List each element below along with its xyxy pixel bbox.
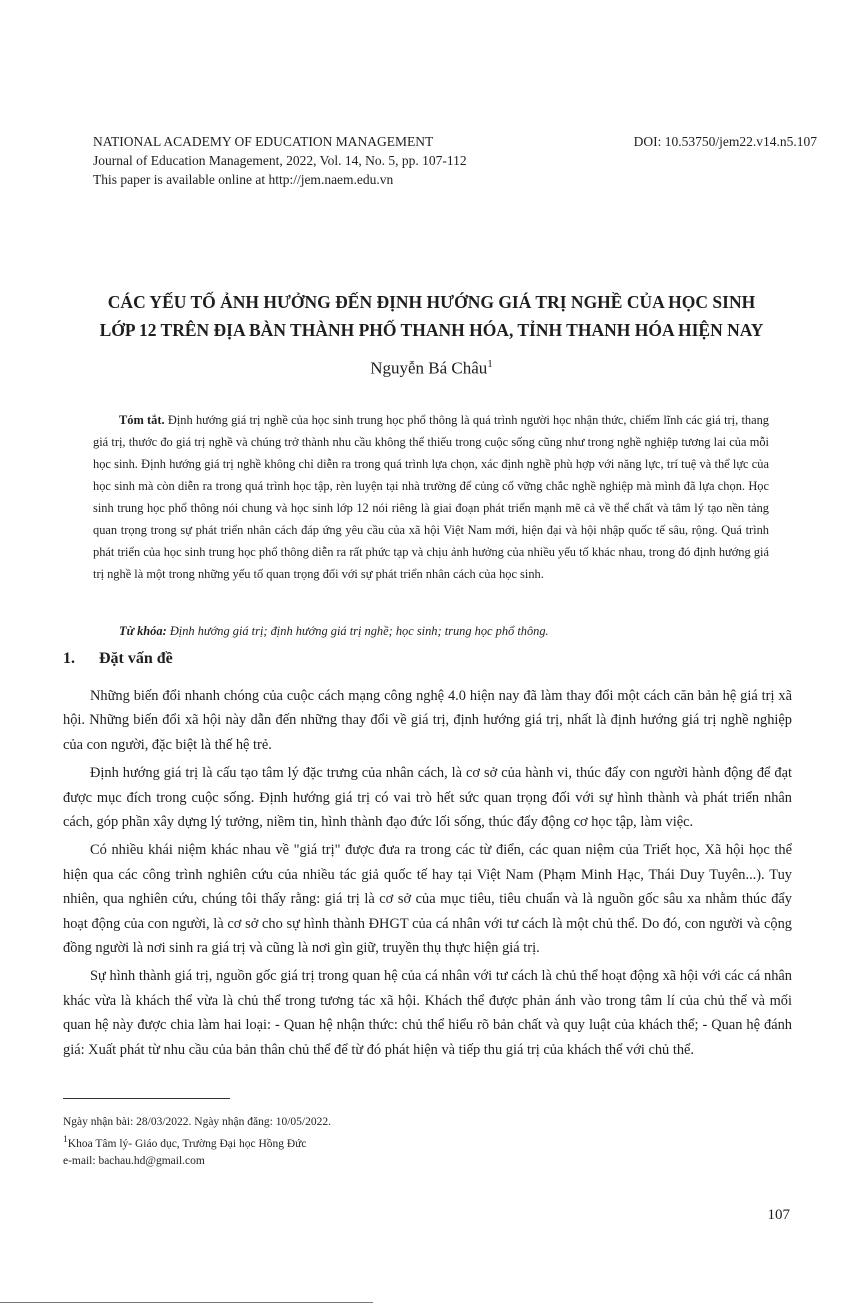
section-number: 1. — [63, 650, 75, 667]
affiliation-marker: 1 — [63, 1134, 68, 1145]
author-email: e-mail: bachau.hd@gmail.com — [63, 1154, 205, 1167]
title-line-2: LỚP 12 TRÊN ĐỊA BÀN THÀNH PHỐ THANH HÓA, TỈNH THANH HÓA HIỆN NAY — [99, 320, 764, 340]
author — [0, 358, 863, 379]
keywords — [93, 621, 769, 641]
received-dates: Ngày nhận bài: 28/03/2022. Ngày nhận đăng: 10/05/2022. — [63, 1116, 331, 1128]
author-name: Nguyễn Bá Châu — [370, 358, 488, 378]
abstract-label: Tóm tắt. — [119, 413, 165, 427]
paragraph: Định hướng giá trị là cấu tạo tâm lý đặc trưng của nhân cách, là cơ sở của hành vi, thúc đẩy con người hành động để đạt được mục đích trong cuộc sống. Định hướng giá trị có vai trò hết sức quan trọng đối với sự hình thành và phát triển nhân cách, góp phần xây dựng lý tưởng, niềm tin, hình thành đạo đức lối sống, thúc đẩy động cơ học tập, làm việc. — [63, 765, 792, 831]
title-line-1: CÁC YẾU TỐ ẢNH HƯỞNG ĐẾN ĐỊNH HƯỚNG GIÁ TRỊ NGHỀ CỦA HỌC SINH — [107, 292, 756, 312]
abstract — [93, 409, 769, 585]
journal-citation: Journal of Education Management, 2022, Vol. 14, No. 5, pp. 107-112 — [93, 153, 467, 168]
body-text — [63, 684, 792, 1066]
keywords-text: Định hướng giá trị; định hướng giá trị nghề; học sinh; trung học phổ thông. — [169, 624, 549, 638]
footnotes — [63, 1114, 331, 1170]
doi: DOI: 10.53750/jem22.v14.n5.107 — [633, 134, 817, 149]
scan-edge-line — [0, 1302, 373, 1303]
page-number: 107 — [767, 1207, 790, 1223]
section-title: Đặt vấn đề — [99, 650, 173, 667]
affiliation-text: Khoa Tâm lý- Giáo dục, Trường Đại học Hồng Đức — [67, 1137, 307, 1150]
paragraph: Những biến đổi nhanh chóng của cuộc cách mạng công nghệ 4.0 hiện nay đã làm thay đổi một cách căn bản hệ giá trị xã hội. Những biến đổi xã hội này dẫn đến những thay đổi về giá trị, định hướng giá trị, nhất là định hướng giá trị nghề nghiệp của con người, đặc biệt là thế hệ trẻ. — [63, 688, 792, 753]
keywords-label: Từ khóa: — [119, 624, 167, 638]
institution-name: NATIONAL ACADEMY OF EDUCATION MANAGEMENT — [93, 134, 434, 149]
journal-header — [93, 132, 467, 189]
paragraph: Có nhiều khái niệm khác nhau về "giá trị" được đưa ra trong các từ điển, các quan niệm của Triết học, Xã hội học thể hiện qua các công trình nghiên cứu của nhiều tác giả quốc tế hay tại Việt Nam (Phạm Minh Hạc, Thái Duy Tuyên...). Tuy nhiên, qua nghiên cứu, chúng tôi thấy rằng: giá trị là cơ sở của mục tiêu, tiêu chuẩn và là nguồn gốc sâu xa nhằm thúc đẩy hoạt động của con người, là cơ sở cho sự hình thành ĐHGT của cá nhân với tư cách là một chủ thể. Do đó, con người và cộng đồng người là nơi sinh ra giá trị và cũng là nơi gìn giữ, truyền thụ thực hiện giá trị. — [63, 842, 792, 957]
affiliation — [63, 1131, 331, 1153]
online-availability: This paper is available online at http://jem.naem.edu.vn — [93, 172, 394, 187]
paragraph: Sự hình thành giá trị, nguồn gốc giá trị trong quan hệ của cá nhân với tư cách là chủ thể hoạt động xã hội với các cá nhân khác vừa là khách thể vừa là chủ thể trong tương tác xã hội. Khách thể được phản ánh vào trong tâm lí của chủ thể và mối quan hệ này được chia làm hai loại: - Quan hệ nhận thức: chủ thể hiểu rõ bản chất và quy luật của khách thể; - Quan hệ đánh giá: Xuất phát từ nhu cầu của bản thân chủ thể để từ đó phát hiện và tiếp thu giá trị của khách thể với chủ thể. — [63, 968, 792, 1058]
section-heading — [63, 650, 173, 668]
paper-title — [40, 288, 823, 344]
footnote-separator — [63, 1098, 230, 1099]
author-affiliation-marker: 1 — [487, 358, 493, 370]
abstract-text: Định hướng giá trị nghề của học sinh trung học phổ thông là quá trình người học nhận thức, chiếm lĩnh các giá trị, thang giá trị, thước đo giá trị nghề và chúng trở thành nhu cầu không thể thiếu trong cuộc sống cũng như trong nghề nghiệp tương lai của mỗi học sinh. Định hướng giá trị nghề không chỉ diễn ra trong quá trình lựa chọn, xác định nghề phù hợp với năng lực, trí tuệ và thể lực của học sinh mà còn diễn ra trong quá trình học tập, rèn luyện tại nhà trường để củng cố vững chắc nghề nghiệp mà mình đã lựa chọn. Học sinh trung học phổ thông nói chung và học sinh lớp 12 nói riêng là giai đoạn phát triển mạnh mẽ cả về thể chất và tâm lý tạo nền tảng quan trọng trong sự phát triển nhân cách đáp ứng yêu cầu của xã hội Việt Nam mới, hiện đại và hội nhập quốc tế sâu, rộng. Quá trình phát triển của học sinh trung học phổ thông diễn ra rất phức tạp và chịu ảnh hưởng của nhiều yếu tố khác nhau, trong đó định hướng giá trị nghề là một trong những yếu tố quan trọng đối với sự phát triển nhân cách của học sinh. — [93, 413, 769, 581]
